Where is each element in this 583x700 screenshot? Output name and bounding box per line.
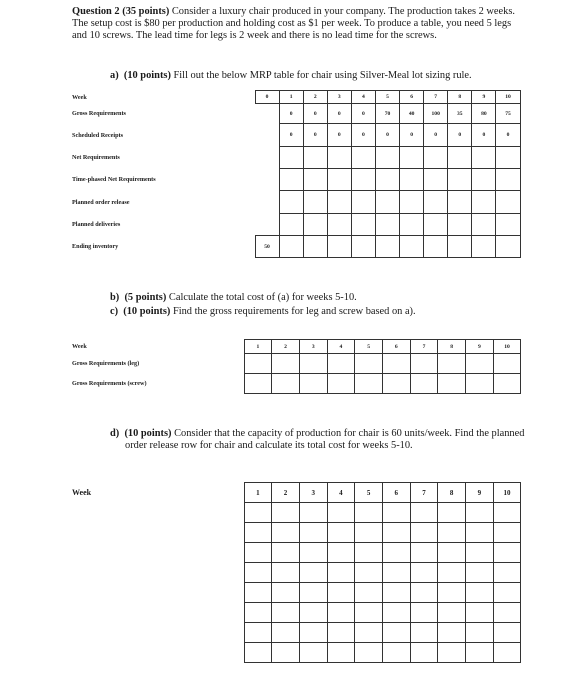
mrp-cell[interactable] xyxy=(351,236,375,258)
mrp-cell[interactable] xyxy=(351,214,375,236)
gross-row xyxy=(72,374,521,394)
mrp-cell[interactable] xyxy=(496,236,520,258)
capacity-row xyxy=(72,643,521,663)
capacity-cell[interactable] xyxy=(466,563,494,583)
week-header-cell: 9 xyxy=(466,340,494,354)
mrp-cell[interactable]: 50 xyxy=(255,236,279,258)
capacity-cell[interactable] xyxy=(382,563,410,583)
capacity-cell[interactable] xyxy=(299,623,327,643)
mrp-cell[interactable] xyxy=(496,191,520,214)
capacity-cell[interactable] xyxy=(299,563,327,583)
mrp-cell[interactable]: 0 xyxy=(424,124,448,147)
capacity-cell[interactable] xyxy=(466,543,494,563)
capacity-cell[interactable] xyxy=(272,543,300,563)
week-header-cell: 1 xyxy=(279,91,303,104)
capacity-row xyxy=(72,543,521,563)
mrp-cell[interactable] xyxy=(472,236,496,258)
week-header-cell: 2 xyxy=(303,91,327,104)
mrp-cell[interactable] xyxy=(400,169,424,191)
part-c-text: Find the gross requirements for leg and screw based on a). xyxy=(170,306,416,317)
week-header-cell: 6 xyxy=(400,91,424,104)
mrp-cell[interactable] xyxy=(303,214,327,236)
week-header-cell: 7 xyxy=(410,483,438,503)
mrp-cell[interactable] xyxy=(472,147,496,169)
capacity-cell[interactable] xyxy=(355,643,383,663)
capacity-cell[interactable] xyxy=(355,623,383,643)
capacity-cell[interactable] xyxy=(244,563,272,583)
capacity-cell[interactable] xyxy=(272,623,300,643)
mrp-cell[interactable] xyxy=(255,147,279,169)
capacity-cell[interactable] xyxy=(438,503,466,523)
capacity-row-label xyxy=(72,543,244,563)
capacity-cell[interactable] xyxy=(382,603,410,623)
capacity-cell[interactable] xyxy=(493,583,521,603)
mrp-row xyxy=(72,104,520,124)
mrp-cell[interactable] xyxy=(303,147,327,169)
capacity-cell[interactable] xyxy=(244,643,272,663)
mrp-cell[interactable] xyxy=(351,147,375,169)
part-d-label: d) xyxy=(110,428,120,439)
capacity-cell[interactable] xyxy=(410,543,438,563)
capacity-cell[interactable] xyxy=(244,623,272,643)
mrp-cell[interactable]: 0 xyxy=(327,124,351,147)
gross-cell[interactable] xyxy=(355,354,383,374)
capacity-row-label xyxy=(72,503,244,523)
capacity-row-label xyxy=(72,623,244,643)
capacity-row-label xyxy=(72,523,244,543)
week-header-cell: 1 xyxy=(244,340,272,354)
mrp-table xyxy=(72,90,521,258)
mrp-cell[interactable] xyxy=(279,191,303,214)
mrp-cell[interactable] xyxy=(448,191,472,214)
capacity-header-row xyxy=(72,483,521,503)
part-c-label: c) xyxy=(110,306,119,317)
mrp-row-label: Time-phased Net Requirements xyxy=(72,176,156,183)
gross-cell[interactable] xyxy=(272,374,300,394)
part-b-label: b) xyxy=(110,292,120,303)
capacity-cell[interactable] xyxy=(382,543,410,563)
capacity-cell[interactable] xyxy=(382,643,410,663)
capacity-cell[interactable] xyxy=(438,523,466,543)
mrp-cell[interactable]: 0 xyxy=(279,124,303,147)
capacity-cell[interactable] xyxy=(272,523,300,543)
capacity-cell[interactable] xyxy=(438,563,466,583)
mrp-row-label: Gross Requirements xyxy=(72,110,126,117)
mrp-row-label: Scheduled Receipts xyxy=(72,131,124,139)
capacity-cell[interactable] xyxy=(410,623,438,643)
question-body: Consider a luxury chair produced in your company. The production takes 2 weeks. The setup cost is $80 per production and holding cost as $1 per week. To produce a table, you need 5 legs and 10 screws. The lead time for legs is 2 week and there is no lead time for the screws. xyxy=(72,6,515,41)
mrp-cell[interactable]: 0 xyxy=(327,104,351,124)
week-label: Week xyxy=(72,93,87,101)
gross-cell[interactable] xyxy=(299,354,327,374)
gross-cell[interactable] xyxy=(327,374,355,394)
week-header-cell: 10 xyxy=(493,340,521,354)
capacity-cell[interactable] xyxy=(410,583,438,603)
week-header-cell: 10 xyxy=(496,91,520,104)
capacity-cell[interactable] xyxy=(355,543,383,563)
part-b-text: Calculate the total cost of (a) for weeks 5-10. xyxy=(166,292,357,303)
mrp-cell[interactable] xyxy=(424,236,448,258)
mrp-cell[interactable] xyxy=(424,147,448,169)
week-header-cell: 6 xyxy=(382,483,410,503)
mrp-cell[interactable] xyxy=(351,191,375,214)
mrp-row xyxy=(72,169,520,191)
week-header-cell: 4 xyxy=(327,483,355,503)
mrp-row xyxy=(72,124,520,147)
mrp-cell[interactable] xyxy=(279,214,303,236)
mrp-cell[interactable] xyxy=(255,191,279,214)
capacity-cell[interactable] xyxy=(493,603,521,623)
capacity-cell[interactable] xyxy=(355,563,383,583)
mrp-cell[interactable] xyxy=(424,169,448,191)
capacity-cell[interactable] xyxy=(410,643,438,663)
capacity-cell[interactable] xyxy=(299,523,327,543)
capacity-row xyxy=(72,583,521,603)
mrp-cell[interactable] xyxy=(448,214,472,236)
capacity-cell[interactable] xyxy=(244,543,272,563)
capacity-cell[interactable] xyxy=(327,583,355,603)
capacity-cell[interactable] xyxy=(327,503,355,523)
capacity-cell[interactable] xyxy=(438,623,466,643)
capacity-cell[interactable] xyxy=(355,603,383,623)
mrp-cell[interactable] xyxy=(400,236,424,258)
capacity-cell[interactable] xyxy=(327,543,355,563)
capacity-row-label xyxy=(72,583,244,603)
mrp-cell[interactable] xyxy=(448,236,472,258)
mrp-cell[interactable] xyxy=(327,214,351,236)
mrp-cell[interactable] xyxy=(255,104,279,124)
capacity-row-label xyxy=(72,563,244,583)
week-header-cell: 9 xyxy=(466,483,494,503)
gross-cell[interactable] xyxy=(244,354,272,374)
mrp-cell[interactable]: 35 xyxy=(448,104,472,124)
mrp-cell[interactable]: 0 xyxy=(375,124,399,147)
part-a-text: Fill out the below MRP table for chair using Silver-Meal lot sizing rule. xyxy=(170,70,472,81)
capacity-cell[interactable] xyxy=(438,603,466,623)
capacity-row xyxy=(72,503,521,523)
mrp-cell[interactable] xyxy=(472,214,496,236)
week-header-cell: 5 xyxy=(355,483,383,503)
gross-cell[interactable] xyxy=(466,354,494,374)
mrp-cell[interactable] xyxy=(255,124,279,147)
week-header-cell: 4 xyxy=(327,340,355,354)
mrp-cell[interactable] xyxy=(279,147,303,169)
mrp-cell[interactable]: 0 xyxy=(448,124,472,147)
week-header-cell: 8 xyxy=(438,483,466,503)
mrp-cell[interactable]: 0 xyxy=(279,104,303,124)
gross-cell[interactable] xyxy=(466,374,494,394)
capacity-cell[interactable] xyxy=(272,603,300,623)
gross-cell[interactable] xyxy=(272,354,300,374)
gross-cell[interactable] xyxy=(493,354,521,374)
mrp-cell[interactable] xyxy=(375,191,399,214)
mrp-cell[interactable] xyxy=(375,236,399,258)
week-header-cell: 9 xyxy=(472,91,496,104)
capacity-cell[interactable] xyxy=(466,643,494,663)
gross-cell[interactable] xyxy=(438,374,466,394)
part-d-text: Consider that the capacity of production for chair is 60 units/week. Find the planned order release row for chair and calculate its total cost for weeks 5-10. xyxy=(125,428,525,451)
capacity-cell[interactable] xyxy=(382,523,410,543)
mrp-cell[interactable]: 0 xyxy=(472,124,496,147)
gross-cell[interactable] xyxy=(438,354,466,374)
part-c xyxy=(110,306,416,318)
mrp-cell[interactable] xyxy=(279,236,303,258)
week-header-cell: 5 xyxy=(375,91,399,104)
mrp-header-row xyxy=(72,91,520,104)
mrp-cell[interactable]: 0 xyxy=(400,124,424,147)
mrp-cell[interactable] xyxy=(327,191,351,214)
capacity-cell[interactable] xyxy=(493,643,521,663)
capacity-cell[interactable] xyxy=(272,563,300,583)
capacity-row xyxy=(72,623,521,643)
capacity-cell[interactable] xyxy=(410,563,438,583)
gross-cell[interactable] xyxy=(493,374,521,394)
capacity-cell[interactable] xyxy=(438,583,466,603)
question-title: Question 2 (35 points) xyxy=(72,6,170,17)
capacity-cell[interactable] xyxy=(410,503,438,523)
mrp-cell[interactable] xyxy=(279,169,303,191)
gross-row-label: Gross Requirements (screw) xyxy=(72,380,147,387)
capacity-cell[interactable] xyxy=(493,503,521,523)
mrp-cell[interactable] xyxy=(472,169,496,191)
part-d-points: (10 points) xyxy=(124,428,172,439)
gross-cell[interactable] xyxy=(244,374,272,394)
part-a-points: (10 points) xyxy=(123,70,171,81)
mrp-row xyxy=(72,236,520,258)
capacity-cell[interactable] xyxy=(410,523,438,543)
mrp-cell[interactable] xyxy=(303,236,327,258)
capacity-cell[interactable] xyxy=(299,543,327,563)
capacity-cell[interactable] xyxy=(466,623,494,643)
capacity-row xyxy=(72,603,521,623)
capacity-cell[interactable] xyxy=(438,543,466,563)
capacity-cell[interactable] xyxy=(382,503,410,523)
week-header-cell: 0 xyxy=(255,91,279,104)
week-header-cell: 10 xyxy=(493,483,521,503)
part-a xyxy=(110,70,472,82)
capacity-cell[interactable] xyxy=(382,583,410,603)
mrp-cell[interactable]: 0 xyxy=(303,124,327,147)
capacity-table xyxy=(72,482,521,663)
mrp-cell[interactable] xyxy=(375,169,399,191)
capacity-cell[interactable] xyxy=(493,543,521,563)
mrp-cell[interactable] xyxy=(327,236,351,258)
mrp-cell[interactable] xyxy=(496,214,520,236)
mrp-cell[interactable] xyxy=(303,169,327,191)
capacity-row xyxy=(72,523,521,543)
week-label: Week xyxy=(72,343,87,350)
mrp-cell[interactable] xyxy=(448,147,472,169)
mrp-row-label: Planned deliveries xyxy=(72,221,121,228)
capacity-cell[interactable] xyxy=(244,503,272,523)
gross-cell[interactable] xyxy=(410,354,438,374)
capacity-cell[interactable] xyxy=(244,583,272,603)
capacity-cell[interactable] xyxy=(272,503,300,523)
week-header-cell: 3 xyxy=(299,340,327,354)
capacity-cell[interactable] xyxy=(466,523,494,543)
capacity-cell[interactable] xyxy=(410,603,438,623)
capacity-cell[interactable] xyxy=(327,603,355,623)
gross-cell[interactable] xyxy=(355,374,383,394)
mrp-cell[interactable]: 80 xyxy=(472,104,496,124)
capacity-cell[interactable] xyxy=(438,643,466,663)
capacity-cell[interactable] xyxy=(466,603,494,623)
capacity-cell[interactable] xyxy=(244,523,272,543)
week-header-cell: 1 xyxy=(244,483,272,503)
capacity-cell[interactable] xyxy=(299,603,327,623)
capacity-row-label xyxy=(72,643,244,663)
part-b-points: (5 points) xyxy=(124,292,167,303)
mrp-cell[interactable]: 70 xyxy=(375,104,399,124)
mrp-row-label: Net Requirements xyxy=(72,154,120,161)
part-a-label: a) xyxy=(110,70,119,81)
capacity-cell[interactable] xyxy=(244,603,272,623)
capacity-cell[interactable] xyxy=(327,643,355,663)
mrp-row xyxy=(72,214,520,236)
gross-requirements-table xyxy=(72,339,521,394)
capacity-row-label xyxy=(72,603,244,623)
question-text xyxy=(72,6,522,42)
mrp-cell[interactable] xyxy=(400,147,424,169)
part-c-points: (10 points) xyxy=(123,306,171,317)
capacity-cell[interactable] xyxy=(493,623,521,643)
gross-row xyxy=(72,354,521,374)
gross-cell[interactable] xyxy=(382,374,410,394)
capacity-cell[interactable] xyxy=(299,643,327,663)
capacity-cell[interactable] xyxy=(466,583,494,603)
mrp-cell[interactable]: 75 xyxy=(496,104,520,124)
gross-cell[interactable] xyxy=(382,354,410,374)
capacity-cell[interactable] xyxy=(327,623,355,643)
mrp-cell[interactable]: 40 xyxy=(400,104,424,124)
mrp-cell[interactable]: 0 xyxy=(496,124,520,147)
week-header-cell: 6 xyxy=(382,340,410,354)
part-b xyxy=(110,292,357,304)
capacity-cell[interactable] xyxy=(327,523,355,543)
gross-cell[interactable] xyxy=(299,374,327,394)
mrp-cell[interactable] xyxy=(448,169,472,191)
week-header-cell: 2 xyxy=(272,483,300,503)
mrp-cell[interactable] xyxy=(255,169,279,191)
week-header-cell: 2 xyxy=(272,340,300,354)
mrp-cell[interactable] xyxy=(496,147,520,169)
mrp-cell[interactable] xyxy=(351,169,375,191)
capacity-cell[interactable] xyxy=(355,523,383,543)
capacity-cell[interactable] xyxy=(493,523,521,543)
mrp-cell[interactable] xyxy=(303,191,327,214)
mrp-cell[interactable] xyxy=(472,191,496,214)
gross-row-label: Gross Requirements (leg) xyxy=(72,360,140,367)
capacity-cell[interactable] xyxy=(272,583,300,603)
week-header-cell: 8 xyxy=(438,340,466,354)
capacity-cell[interactable] xyxy=(327,563,355,583)
week-header-cell: 5 xyxy=(355,340,383,354)
week-header-cell: 3 xyxy=(299,483,327,503)
mrp-cell[interactable]: 0 xyxy=(351,124,375,147)
capacity-cell[interactable] xyxy=(382,623,410,643)
week-header-cell: 4 xyxy=(351,91,375,104)
week-label: Week xyxy=(72,488,92,497)
capacity-cell[interactable] xyxy=(466,503,494,523)
mrp-cell[interactable] xyxy=(375,147,399,169)
capacity-cell[interactable] xyxy=(355,503,383,523)
mrp-cell[interactable] xyxy=(496,169,520,191)
mrp-cell[interactable] xyxy=(424,214,448,236)
gross-header-row xyxy=(72,340,521,354)
mrp-row xyxy=(72,191,520,214)
capacity-cell[interactable] xyxy=(272,643,300,663)
mrp-cell[interactable]: 0 xyxy=(303,104,327,124)
capacity-row xyxy=(72,563,521,583)
mrp-cell[interactable] xyxy=(400,214,424,236)
mrp-cell[interactable] xyxy=(375,214,399,236)
capacity-cell[interactable] xyxy=(493,563,521,583)
mrp-cell[interactable]: 100 xyxy=(424,104,448,124)
week-header-cell: 7 xyxy=(410,340,438,354)
mrp-cell[interactable] xyxy=(255,214,279,236)
gross-cell[interactable] xyxy=(327,354,355,374)
capacity-cell[interactable] xyxy=(355,583,383,603)
mrp-row-label: Ending inventory xyxy=(72,243,119,250)
mrp-cell[interactable] xyxy=(327,169,351,191)
gross-cell[interactable] xyxy=(410,374,438,394)
part-d xyxy=(110,428,535,452)
mrp-cell[interactable] xyxy=(424,191,448,214)
mrp-cell[interactable] xyxy=(400,191,424,214)
mrp-row xyxy=(72,147,520,169)
capacity-cell[interactable] xyxy=(299,503,327,523)
mrp-cell[interactable]: 0 xyxy=(351,104,375,124)
week-header-cell: 3 xyxy=(327,91,351,104)
capacity-cell[interactable] xyxy=(299,583,327,603)
week-header-cell: 8 xyxy=(448,91,472,104)
week-header-cell: 7 xyxy=(424,91,448,104)
mrp-row-label: Planned order release xyxy=(72,198,130,206)
mrp-cell[interactable] xyxy=(327,147,351,169)
